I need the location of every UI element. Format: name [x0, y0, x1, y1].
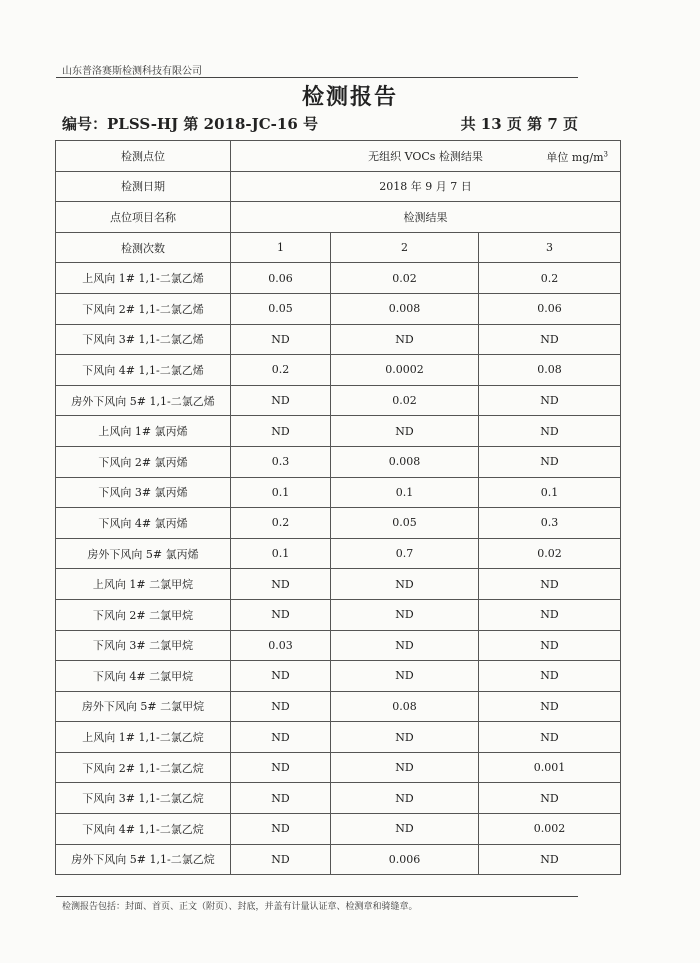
row-point-name: 房外下风向 5# 氯丙烯 [56, 538, 231, 569]
row-value-3: ND [479, 661, 621, 692]
row-value-1: ND [231, 691, 331, 722]
results-table [55, 140, 621, 875]
row-value-1: ND [231, 599, 331, 630]
count-1: 1 [231, 232, 331, 263]
table-row [56, 446, 621, 477]
row-point-name: 下风向 2# 1,1-二氯乙烯 [56, 293, 231, 324]
row-value-2: ND [331, 814, 479, 845]
row-value-1: ND [231, 752, 331, 783]
row-point-name: 下风向 4# 1,1-二氯乙烷 [56, 814, 231, 845]
table-row [56, 355, 621, 386]
row-value-3: ND [479, 630, 621, 661]
row-point-name: 下风向 2# 氯丙烯 [56, 446, 231, 477]
table-row [56, 385, 621, 416]
row-value-2: 0.006 [331, 844, 479, 875]
row-value-3: ND [479, 385, 621, 416]
header-row-count [56, 232, 621, 263]
date-label: 检测日期 [56, 171, 231, 202]
row-value-2: ND [331, 599, 479, 630]
row-point-name: 上风向 1# 氯丙烯 [56, 416, 231, 447]
row-point-name: 上风向 1# 二氯甲烷 [56, 569, 231, 600]
row-value-1: 0.2 [231, 508, 331, 539]
row-value-3: 0.06 [479, 293, 621, 324]
row-point-name: 房外下风向 5# 1,1-二氯乙烷 [56, 844, 231, 875]
row-value-2: 0.02 [331, 385, 479, 416]
row-point-name: 下风向 4# 二氯甲烷 [56, 661, 231, 692]
row-value-2: ND [331, 569, 479, 600]
row-value-2: ND [331, 722, 479, 753]
row-value-1: ND [231, 416, 331, 447]
row-value-3: 0.001 [479, 752, 621, 783]
table-row [56, 814, 621, 845]
table-row [56, 599, 621, 630]
row-value-1: ND [231, 722, 331, 753]
table-row [56, 783, 621, 814]
row-value-2: 0.1 [331, 477, 479, 508]
row-value-3: ND [479, 783, 621, 814]
row-value-1: 0.06 [231, 263, 331, 294]
results-title-cell [231, 141, 621, 172]
row-value-2: 0.05 [331, 508, 479, 539]
row-value-3: ND [479, 446, 621, 477]
row-value-3: ND [479, 844, 621, 875]
row-point-name: 下风向 3# 二氯甲烷 [56, 630, 231, 661]
table-row [56, 844, 621, 875]
footer-note: 检测报告包括：封面、首页、正文（附页）、封底，并盖有计量认证章、检测章和骑缝章。 [62, 902, 418, 912]
row-value-2: 0.7 [331, 538, 479, 569]
row-value-1: ND [231, 324, 331, 355]
row-value-3: 0.02 [479, 538, 621, 569]
row-value-3: 0.08 [479, 355, 621, 386]
footer-rule [56, 896, 578, 897]
table-row [56, 569, 621, 600]
point-label: 检测点位 [56, 141, 231, 172]
row-value-1: ND [231, 569, 331, 600]
row-value-3: ND [479, 722, 621, 753]
row-point-name: 房外下风向 5# 1,1-二氯乙烯 [56, 385, 231, 416]
company-name: 山东普洛赛斯检测科技有限公司 [62, 66, 202, 77]
count-label: 检测次数 [56, 232, 231, 263]
row-value-2: ND [331, 661, 479, 692]
table-row [56, 324, 621, 355]
row-value-3: ND [479, 599, 621, 630]
row-value-3: ND [479, 569, 621, 600]
row-value-3: 0.3 [479, 508, 621, 539]
count-3: 3 [479, 232, 621, 263]
header-rule [56, 77, 578, 78]
page-title: 检测报告 [301, 85, 398, 110]
row-point-name: 下风向 4# 1,1-二氯乙烯 [56, 355, 231, 386]
table-row [56, 538, 621, 569]
row-value-1: 0.2 [231, 355, 331, 386]
table-row [56, 263, 621, 294]
row-point-name: 下风向 3# 1,1-二氯乙烯 [56, 324, 231, 355]
table-row [56, 293, 621, 324]
row-point-name: 上风向 1# 1,1-二氯乙烯 [56, 263, 231, 294]
row-value-3: ND [479, 324, 621, 355]
unit-label: 单位 $mg/m^3$ [546, 150, 608, 164]
row-point-name: 下风向 3# 1,1-二氯乙烷 [56, 783, 231, 814]
row-value-2: ND [331, 416, 479, 447]
header-row-date [56, 171, 621, 202]
row-point-name: 下风向 2# 二氯甲烷 [56, 599, 231, 630]
table-row [56, 661, 621, 692]
row-point-name: 下风向 3# 氯丙烯 [56, 477, 231, 508]
row-point-name: 上风向 1# 1,1-二氯乙烷 [56, 722, 231, 753]
row-value-1: ND [231, 783, 331, 814]
table-row [56, 508, 621, 539]
row-value-3: ND [479, 416, 621, 447]
row-value-2: 0.008 [331, 446, 479, 477]
row-value-2: ND [331, 752, 479, 783]
count-2: 2 [331, 232, 479, 263]
table-row [56, 630, 621, 661]
row-point-name: 下风向 4# 氯丙烯 [56, 508, 231, 539]
table-row [56, 752, 621, 783]
date-value: 2018 年 9 月 7 日 [231, 171, 621, 202]
report-number: 编号：PLSS-HJ 第 2018-JC-16 号 [62, 115, 318, 133]
row-point-name: 下风向 2# 1,1-二氯乙烷 [56, 752, 231, 783]
table-row [56, 477, 621, 508]
row-value-1: 0.03 [231, 630, 331, 661]
row-value-3: 0.002 [479, 814, 621, 845]
table-row [56, 722, 621, 753]
row-value-1: 0.05 [231, 293, 331, 324]
results-title: 无组织 VOCs 检测结果 [368, 149, 483, 163]
row-value-1: ND [231, 661, 331, 692]
row-value-1: ND [231, 814, 331, 845]
row-value-2: ND [331, 324, 479, 355]
row-value-2: 0.008 [331, 293, 479, 324]
row-point-name: 房外下风向 5# 二氯甲烷 [56, 691, 231, 722]
header-row-item [56, 202, 621, 233]
row-value-1: 0.3 [231, 446, 331, 477]
row-value-2: ND [331, 630, 479, 661]
row-value-1: ND [231, 844, 331, 875]
row-value-1: 0.1 [231, 538, 331, 569]
row-value-3: 0.2 [479, 263, 621, 294]
row-value-2: 0.02 [331, 263, 479, 294]
table-row [56, 691, 621, 722]
row-value-1: ND [231, 385, 331, 416]
table-row [56, 416, 621, 447]
row-value-2: ND [331, 783, 479, 814]
row-value-3: ND [479, 691, 621, 722]
header-row-point [56, 141, 621, 172]
detect-results-label: 检测结果 [231, 202, 621, 233]
row-value-2: 0.08 [331, 691, 479, 722]
row-value-1: 0.1 [231, 477, 331, 508]
row-value-2: 0.0002 [331, 355, 479, 386]
page-info: 共 13 页 第 7 页 [460, 115, 578, 133]
row-value-3: 0.1 [479, 477, 621, 508]
item-label: 点位项目名称 [56, 202, 231, 233]
